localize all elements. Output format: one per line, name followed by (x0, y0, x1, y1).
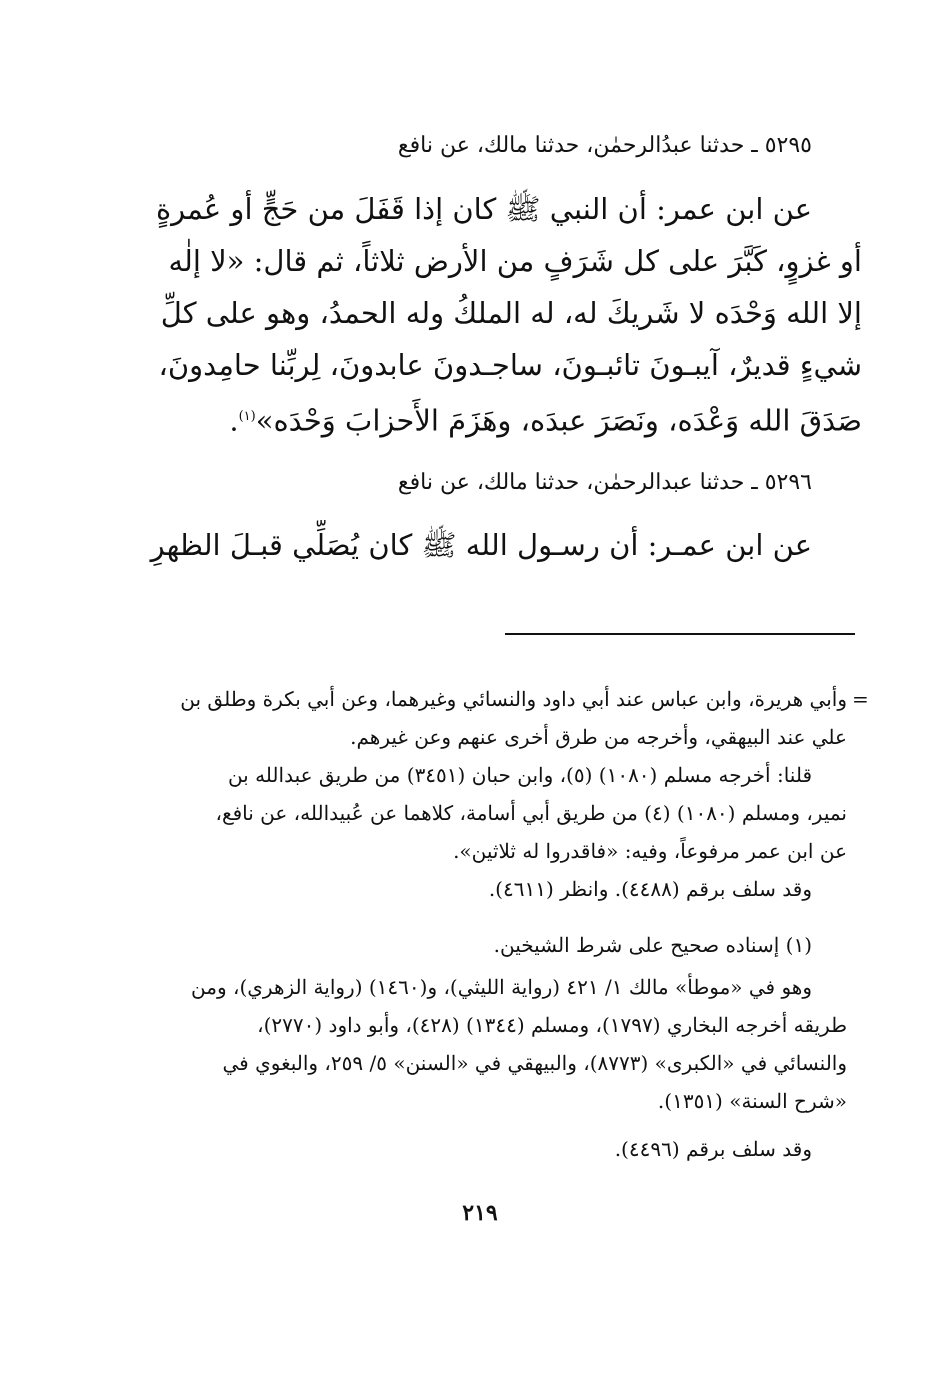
footnote-reference: (١) (238, 409, 256, 424)
hadith-text: صَدَقَ الله وَعْدَه، ونَصَرَ عبدَه، وهَزَمَ الأَحزابَ وَحْدَه» (255, 403, 862, 438)
hadith-text-line: شيءٍ قديرٌ، آيبـونَ تائبـونَ، ساجـدونَ عابدونَ، لِربِّنا حامِدونَ، (158, 348, 862, 382)
footnote-line: وقد سلف برقم (٤٤٩٦). (614, 1137, 812, 1161)
hadith-heading: ٥٢٩٥ ـ حدثنا عبدُالرحمٰن، حدثنا مالك، عن نافع (397, 133, 812, 158)
footnote-line: والنسائي في «الكبرى» (٨٧٧٣)، والبيهقي في «السنن» ٥/ ٢٥٩، والبغوي في (222, 1051, 847, 1075)
footnote-line: وقد سلف برقم (٤٤٨٨). وانظر (٤٦١١). (488, 877, 812, 901)
end-mark: . (229, 403, 239, 438)
hadith-text-line: أو غزوٍ، كَبَّرَ على كل شَرَفٍ من الأرض ثلاثاً، ثم قال: «لا إلٰه (168, 244, 862, 278)
footnote-line: طريقه أخرجه البخاري (١٧٩٧)، ومسلم (١٣٤٤) (٤٢٨)، وأبو داود (٢٧٧٠)، (257, 1013, 847, 1037)
footnote-line: (١) إسناده صحيح على شرط الشيخين. (493, 933, 812, 957)
footnote-line: «شرح السنة» (١٣٥١). (657, 1089, 847, 1113)
continuation-mark: = (852, 687, 869, 711)
footnote-line: وأبي هريرة، وابن عباس عند أبي داود والنسائي وغيرهما، وعن أبي بكرة وطلق بن (180, 687, 847, 711)
hadith-text-line-last (132, 392, 862, 442)
hadith-text-line: عن ابن عمر: أن النبي ﷺ كان إذا قَفَلَ من حَجٍّ أو عُمرةٍ (155, 192, 812, 226)
footnote-line: علي عند البيهقي، وأخرجه من طرق أخرى عنهم وعن غيرهم. (350, 725, 847, 749)
page-number: ٢١٩ (462, 1200, 498, 1226)
footnote-line: وهو في «موطأ» مالك ١/ ٤٢١ (رواية الليثي)، و(١٤٦٠) (رواية الزهري)، ومن (191, 975, 812, 999)
footnote-separator (505, 633, 855, 635)
footnote-line: نمير، ومسلم (١٠٨٠) (٤) من طريق أبي أسامة، كلاهما عن عُبيدالله، عن نافع، (215, 801, 847, 825)
hadith-text-line: عن ابن عمـر: أن رسـول الله ﷺ كان يُصَلِّي قبـلَ الظهرِ (150, 528, 812, 562)
hadith-text-line: إلا الله وَحْدَه لا شَريكَ له، له الملكُ وله الحمدُ، وهو على كلِّ (160, 296, 862, 330)
hadith-heading: ٥٢٩٦ ـ حدثنا عبدالرحمٰن، حدثنا مالك، عن نافع (397, 470, 812, 495)
footnote-line: عن ابن عمر مرفوعاً، وفيه: «فاقدروا له ثلاثين». (453, 839, 847, 863)
footnote-line: قلنا: أخرجه مسلم (١٠٨٠) (٥)، وابن حبان (٣٤٥١) من طريق عبدالله بن (227, 763, 812, 787)
